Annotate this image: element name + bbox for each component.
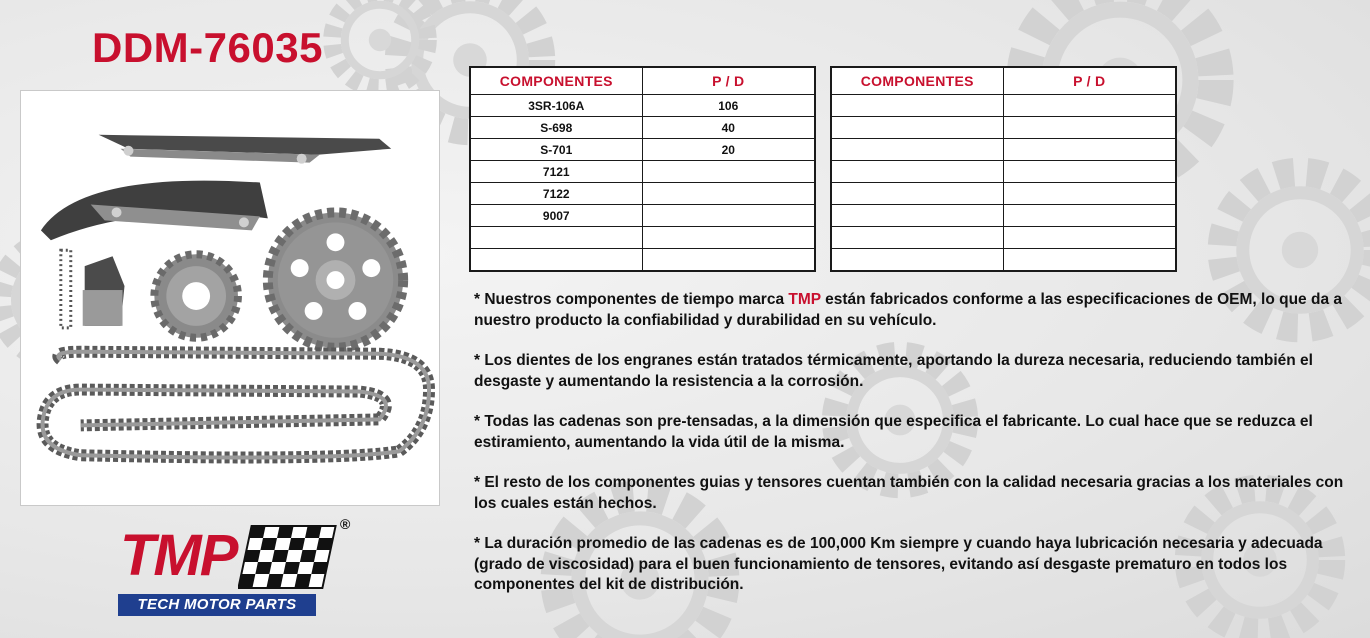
component-cell: S-698: [470, 117, 642, 139]
table-row: [831, 183, 1176, 205]
pd-cell: [642, 249, 815, 272]
pd-cell: [1003, 249, 1176, 272]
component-cell: [831, 205, 1003, 227]
timing-guide-rail: [99, 135, 392, 164]
table-row: [831, 205, 1176, 227]
table-row: [470, 205, 815, 227]
table-row: [470, 249, 815, 272]
component-cell: [831, 183, 1003, 205]
pd-cell: [642, 183, 815, 205]
pd-cell: 40: [642, 117, 815, 139]
note-gears: * Los dientes de los engranes están tratados térmicamente, aportando la dureza necesaria, reduciendo también el desgaste y aumentando la resistencia a la corrosión.: [474, 352, 1313, 390]
table-row: [470, 161, 815, 183]
pd-cell: [1003, 205, 1176, 227]
table-row: [470, 117, 815, 139]
checkered-flag-icon: [238, 524, 338, 590]
table-row: [831, 227, 1176, 249]
brand-inline: TMP: [788, 291, 821, 308]
components-table-left: [469, 66, 816, 272]
header-componentes: COMPONENTES: [470, 67, 642, 95]
component-cell: 3SR-106A: [470, 95, 642, 117]
logo-wordmark: TMP: [120, 523, 237, 588]
component-cell: [831, 161, 1003, 183]
table-row: [831, 95, 1176, 117]
table-row: [470, 183, 815, 205]
logo-tagline: TECH MOTOR PARTS: [118, 594, 316, 616]
pd-cell: [1003, 227, 1176, 249]
component-cell: [470, 227, 642, 249]
table-row: [831, 139, 1176, 161]
component-cell: [831, 95, 1003, 117]
pd-cell: [642, 205, 815, 227]
tensioner: [61, 250, 125, 328]
product-photo: [20, 90, 440, 506]
component-cell: 7121: [470, 161, 642, 183]
table-row: [831, 249, 1176, 272]
page-title: DDM-76035: [92, 24, 323, 71]
component-cell: [470, 249, 642, 272]
timing-chain: [43, 352, 429, 458]
table-header-row: [831, 67, 1176, 95]
crank-sprocket: [154, 254, 238, 338]
pd-cell: [642, 161, 815, 183]
table-row: [470, 139, 815, 161]
component-cell: 7122: [470, 183, 642, 205]
component-cell: [831, 139, 1003, 161]
component-cell: [831, 117, 1003, 139]
table-row: [831, 161, 1176, 183]
note-oem: * Nuestros componentes de tiempo marca TMP están fabricados conforme a las especificaciones de OEM, lo que da a nuestro producto la confiabilidad y durabilidad en su vehículo.: [474, 291, 1342, 329]
registered-mark: ®: [340, 516, 351, 532]
note-chains: * Todas las cadenas son pre-tensadas, a la dimensión que especifica el fabricante. Lo cual hace que se reduzca el estiramiento, aumentando la vida útil de la misma.: [474, 413, 1313, 451]
pd-cell: [1003, 117, 1176, 139]
header-pd: P / D: [1003, 67, 1176, 95]
product-notes: [474, 290, 1364, 616]
component-cell: 9007: [470, 205, 642, 227]
cam-sprocket: [268, 212, 403, 347]
table-row: [470, 95, 815, 117]
tmp-logo: [118, 516, 358, 620]
pd-cell: 106: [642, 95, 815, 117]
component-cell: [831, 227, 1003, 249]
pd-cell: [1003, 95, 1176, 117]
timing-guide-curved: [41, 181, 268, 241]
pd-cell: [1003, 139, 1176, 161]
table-header-row: [470, 67, 815, 95]
component-cell: [831, 249, 1003, 272]
pd-cell: 20: [642, 139, 815, 161]
header-componentes: COMPONENTES: [831, 67, 1003, 95]
note-duration: * La duración promedio de las cadenas es de 100,000 Km siempre y cuando haya lubricación necesaria y adecuada (grado de viscosidad) para el buen funcionamiento de tensores, evitando así desgaste prematuro en todos los componentes del kit de distribución.: [474, 535, 1323, 593]
pd-cell: [1003, 183, 1176, 205]
component-cell: S-701: [470, 139, 642, 161]
table-row: [470, 227, 815, 249]
note-guides: * El resto de los componentes guias y tensores cuentan también con la calidad necesaria gracias a los materiales con los cuales están hechos.: [474, 474, 1344, 512]
components-table-right: [830, 66, 1177, 272]
header-pd: P / D: [642, 67, 815, 95]
pd-cell: [642, 227, 815, 249]
table-row: [831, 117, 1176, 139]
pd-cell: [1003, 161, 1176, 183]
